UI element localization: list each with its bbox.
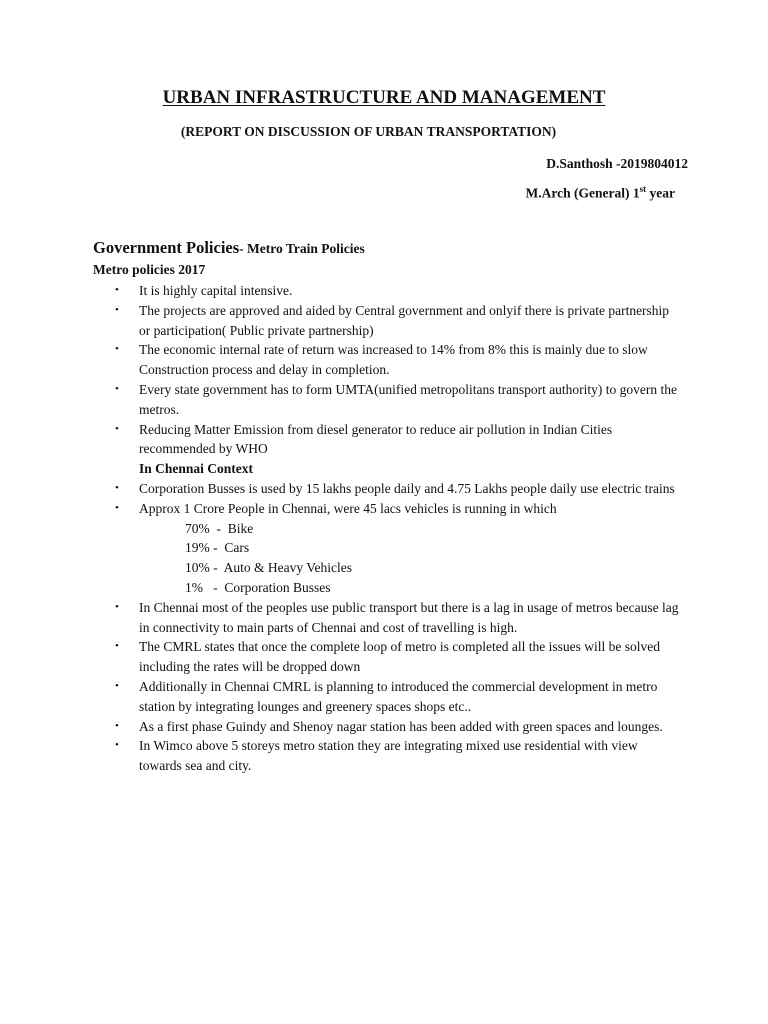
list-item xyxy=(93,499,683,519)
bullet-marker: • xyxy=(115,719,119,732)
list-item xyxy=(93,637,683,677)
list-item-text: Reducing Matter Emission from diesel generator to reduce air pollution in Indian Cities recommended by WHO xyxy=(139,421,613,457)
list-item xyxy=(93,281,683,301)
bullet-marker: • xyxy=(115,422,119,435)
bullet-marker: • xyxy=(115,679,119,692)
body-content xyxy=(93,281,683,776)
vehicle-share-line xyxy=(93,538,683,558)
document-title: URBAN INFRASTRUCTURE AND MANAGEMENT xyxy=(162,87,606,108)
course-ordinal: st xyxy=(639,184,647,194)
list-item-text: The CMRL states that once the complete loop of metro is completed all the issues will be solved including the rates will be dropped down xyxy=(139,639,661,675)
bullet-marker: • xyxy=(115,284,119,296)
section-subheading: Metro policies 2017 xyxy=(93,262,206,277)
list-item-text: Additionally in Chennai CMRL is planning to introduced the commercial development in metro station by integrating lounges and greenery spaces shops etc.. xyxy=(139,678,658,714)
course-suffix: year xyxy=(646,185,675,201)
document-subtitle: (REPORT ON DISCUSSION OF URBAN TRANSPORTATION) xyxy=(180,124,557,139)
list-item xyxy=(93,479,683,499)
vehicle-share-text: 1% - Corporation Busses xyxy=(185,579,331,595)
bullet-marker: • xyxy=(115,640,119,653)
bullet-marker: • xyxy=(115,481,119,494)
list-item-text: The economic internal rate of return was increased to 14% from 8% this is mainly due to slow Construction process and delay in completion. xyxy=(139,342,648,378)
vehicle-share-text: 70% - Bike xyxy=(185,520,254,536)
section-heading-main: Government Policies xyxy=(93,238,240,257)
bullet-marker: • xyxy=(115,303,119,316)
list-item-text: It is highly capital intensive. xyxy=(139,283,293,298)
chennai-context-heading: In Chennai Context xyxy=(139,461,254,477)
vehicle-share-line xyxy=(93,578,683,598)
list-item xyxy=(93,736,683,776)
bullet-marker: • xyxy=(115,343,119,356)
list-item-text: In Wimco above 5 storeys metro station they are integrating mixed use residential with view towards sea and city. xyxy=(139,738,638,774)
list-item-text: Corporation Busses is used by 15 lakhs people daily and 4.75 Lakhs people daily use electric trains xyxy=(139,480,675,496)
vehicle-share-text: 10% - Auto & Heavy Vehicles xyxy=(185,560,352,576)
bullet-marker: • xyxy=(115,382,119,395)
bullet-marker: • xyxy=(115,739,119,752)
list-item-text: The projects are approved and aided by Central government and onlyif there is private partnership or participation( Public private partnership) xyxy=(139,302,670,338)
list-item-text: In Chennai most of the peoples use public transport but there is a lag in usage of metros because lag in connectivity to main parts of Chennai and cost of travelling is high. xyxy=(139,599,679,635)
bullet-marker: • xyxy=(115,600,119,613)
course-prefix: M.Arch (General) 1 xyxy=(525,185,640,201)
list-item xyxy=(93,598,683,638)
list-item-text: As a first phase Guindy and Shenoy nagar station has been added with green spaces and lounges. xyxy=(139,718,663,734)
list-item xyxy=(93,717,683,737)
list-item-text: Every state government has to form UMTA(unified metropolitans transport authority) to govern the metros. xyxy=(139,381,678,417)
vehicle-share-line xyxy=(93,519,683,539)
vehicle-share-text: 19% - Cars xyxy=(185,540,250,556)
list-item xyxy=(93,301,683,341)
course-line xyxy=(526,184,675,202)
vehicle-share-line xyxy=(93,558,683,578)
list-item xyxy=(93,380,683,420)
author-line: D.Santhosh -2019804012 xyxy=(546,156,688,171)
section-heading-sub: - Metro Train Policies xyxy=(239,241,365,256)
list-item xyxy=(93,420,683,460)
bullet-marker: • xyxy=(115,501,119,514)
list-item-text: Approx 1 Crore People in Chennai, were 45 lacs vehicles is running in which xyxy=(139,500,557,516)
section-heading xyxy=(93,238,365,258)
list-item xyxy=(93,677,683,717)
list-item xyxy=(93,340,683,380)
